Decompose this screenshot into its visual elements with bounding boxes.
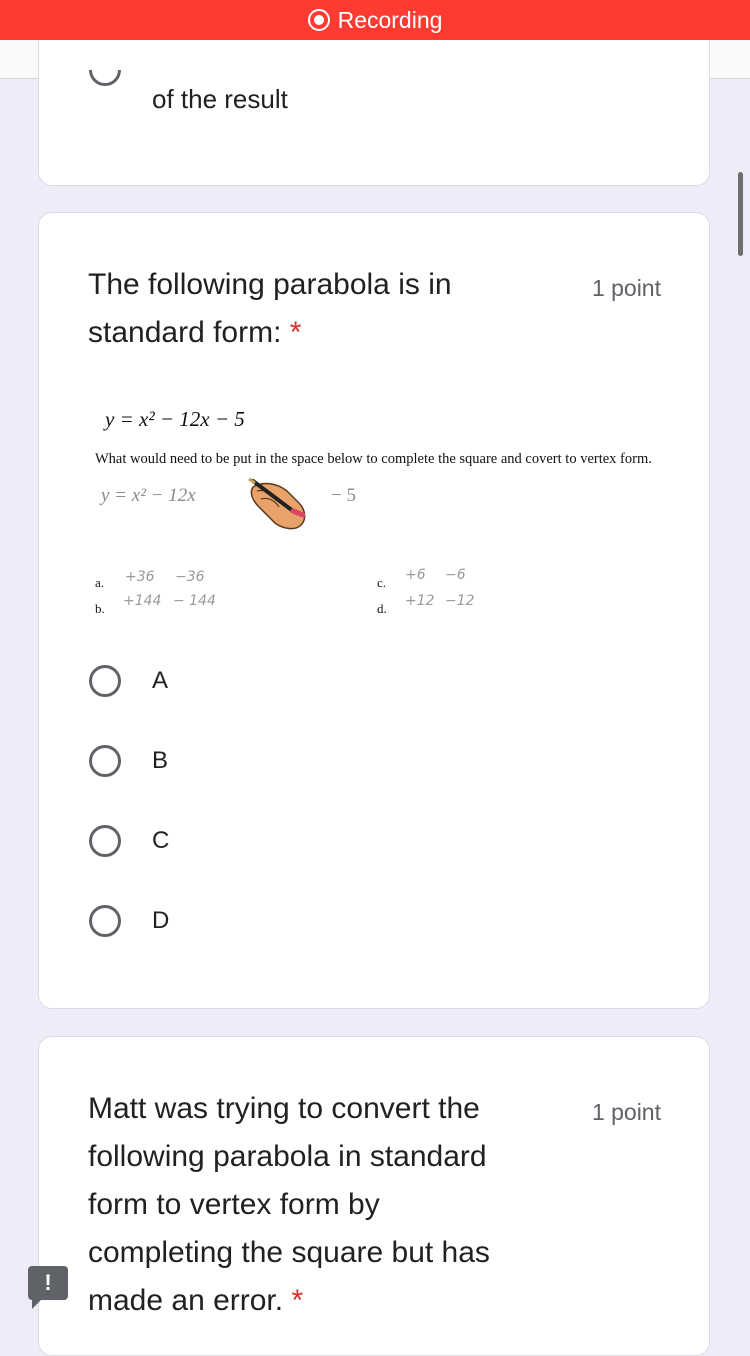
feedback-button[interactable]: ! bbox=[28, 1266, 68, 1300]
required-asterisk: * bbox=[289, 316, 302, 349]
writing-hand-icon bbox=[247, 473, 313, 533]
choice-letter-b: b. bbox=[95, 601, 105, 616]
option-label-a[interactable]: A bbox=[152, 667, 169, 694]
choice-letter-c: c. bbox=[377, 575, 387, 590]
choice-letter-d: d. bbox=[377, 601, 387, 616]
choice-letter-a: a. bbox=[95, 575, 105, 590]
recording-label: Recording bbox=[337, 6, 443, 33]
option-label-b[interactable]: B bbox=[152, 747, 169, 774]
recording-status-bar[interactable] bbox=[0, 0, 750, 40]
question-card-parabola bbox=[38, 212, 710, 1009]
choice-b-plus: +144 bbox=[123, 593, 162, 609]
question-title bbox=[88, 261, 528, 357]
question-title-text: The following parabola is in standard form: bbox=[88, 268, 452, 349]
radio-option-c[interactable] bbox=[89, 825, 121, 857]
question-points: 1 point bbox=[591, 275, 661, 301]
question-card-matt bbox=[38, 1036, 710, 1356]
choice-c-minus: −6 bbox=[445, 567, 466, 583]
question-image bbox=[95, 403, 665, 643]
choice-a-plus: +36 bbox=[125, 569, 155, 585]
question-title-text: Matt was trying to convert the following parabola in standard form to vertex form by completing the square but has made an error. bbox=[88, 1092, 490, 1317]
choice-c-plus: +6 bbox=[405, 567, 426, 583]
radio-option-d[interactable] bbox=[89, 905, 121, 937]
option-label-c[interactable]: C bbox=[152, 827, 170, 854]
blank-equation-left: y = x² − 12x bbox=[101, 485, 196, 506]
page-scrollbar[interactable] bbox=[738, 172, 743, 256]
image-instruction: What would need to be put in the space below to complete the square and covert to vertex form. bbox=[95, 451, 652, 467]
option-label-d[interactable]: D bbox=[152, 907, 170, 934]
choice-d-plus: +12 bbox=[405, 593, 435, 609]
standard-form-equation: y = x² − 12x − 5 bbox=[105, 407, 245, 431]
choice-d-minus: −12 bbox=[445, 593, 475, 609]
question-points: 1 point bbox=[591, 1099, 661, 1125]
option-label-previous: of the result bbox=[152, 84, 288, 114]
radio-option-a[interactable] bbox=[89, 665, 121, 697]
required-asterisk: * bbox=[291, 1284, 304, 1317]
radio-option-previous[interactable] bbox=[89, 54, 121, 86]
blank-equation-right: − 5 bbox=[331, 485, 356, 506]
choice-a-minus: −36 bbox=[175, 569, 205, 585]
choice-b-minus: − 144 bbox=[173, 593, 216, 609]
radio-option-b[interactable] bbox=[89, 745, 121, 777]
recording-icon bbox=[308, 9, 330, 31]
previous-question-card bbox=[38, 40, 710, 186]
question-title bbox=[88, 1085, 528, 1325]
